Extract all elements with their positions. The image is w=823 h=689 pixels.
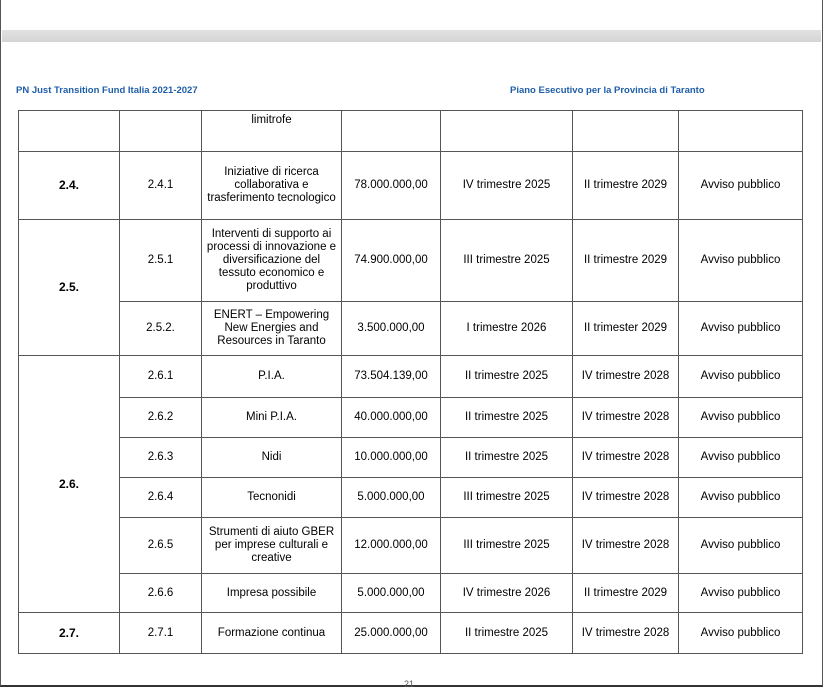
- importo-cell: 78.000.000,00: [342, 152, 441, 220]
- codice-cell: 2.6.1: [120, 356, 202, 398]
- codice-cell: 2.5.1: [120, 220, 202, 302]
- codice-cell: 2.6.3: [120, 438, 202, 478]
- conclusione-cell: IV trimestre 2028: [573, 398, 679, 438]
- intervento-cell: Mini P.I.A.: [202, 398, 342, 438]
- intervento-cell: Impresa possibile: [202, 574, 342, 613]
- codice-cell: 2.7.1: [120, 613, 202, 654]
- procedura-cell: Avviso pubblico: [679, 518, 803, 574]
- importo-cell: 12.000.000,00: [342, 518, 441, 574]
- misura-cell: 2.6.: [19, 356, 120, 613]
- avvio-cell: II trimestre 2025: [441, 613, 573, 654]
- table-cell: [573, 111, 679, 152]
- table-row: [19, 398, 803, 438]
- procedura-cell: Avviso pubblico: [679, 398, 803, 438]
- avvio-cell: II trimestre 2025: [441, 438, 573, 478]
- procedura-cell: Avviso pubblico: [679, 356, 803, 398]
- table-row: [19, 613, 803, 654]
- intervento-cell: Formazione continua: [202, 613, 342, 654]
- intervento-cell: Interventi di supporto ai processi di innovazione e diversificazione del tessuto economico e produttivo: [202, 220, 342, 302]
- avvio-cell: II trimestre 2025: [441, 356, 573, 398]
- conclusione-cell: II trimestre 2029: [573, 152, 679, 220]
- table-cell: [342, 111, 441, 152]
- procedura-cell: Avviso pubblico: [679, 574, 803, 613]
- intervento-cell: Nidi: [202, 438, 342, 478]
- avvio-cell: III trimestre 2025: [441, 478, 573, 518]
- avvio-cell: III trimestre 2025: [441, 220, 573, 302]
- table-row: [19, 220, 803, 302]
- conclusione-cell: IV trimestre 2028: [573, 438, 679, 478]
- procedura-cell: Avviso pubblico: [679, 438, 803, 478]
- codice-cell: 2.6.6: [120, 574, 202, 613]
- importo-cell: 25.000.000,00: [342, 613, 441, 654]
- misura-cell: 2.5.: [19, 220, 120, 356]
- conclusione-cell: IV trimestre 2028: [573, 518, 679, 574]
- intervento-cell: Strumenti di aiuto GBER per imprese culturali e creative: [202, 518, 342, 574]
- conclusione-cell: II trimestre 2029: [573, 220, 679, 302]
- header-program-title: PN Just Transition Fund Italia 2021-2027: [16, 85, 198, 96]
- conclusione-cell: IV trimestre 2028: [573, 356, 679, 398]
- intervento-cell: ENERT – Empowering New Energies and Resources in Taranto: [202, 302, 342, 356]
- conclusione-cell: II trimester 2029: [573, 302, 679, 356]
- table-cell: [120, 111, 202, 152]
- avvio-cell: IV trimestre 2026: [441, 574, 573, 613]
- misura-cell: 2.7.: [19, 613, 120, 654]
- importo-cell: 74.900.000,00: [342, 220, 441, 302]
- procedura-cell: Avviso pubblico: [679, 152, 803, 220]
- importo-cell: 73.504.139,00: [342, 356, 441, 398]
- importo-cell: 10.000.000,00: [342, 438, 441, 478]
- codice-cell: 2.5.2.: [120, 302, 202, 356]
- importo-cell: 5.000.000,00: [342, 478, 441, 518]
- importo-cell: 5.000.000,00: [342, 574, 441, 613]
- table-row: [19, 302, 803, 356]
- conclusione-cell: IV trimestre 2028: [573, 613, 679, 654]
- table-cell: [679, 111, 803, 152]
- importo-cell: 3.500.000,00: [342, 302, 441, 356]
- codice-cell: 2.6.2: [120, 398, 202, 438]
- avvio-cell: IV trimestre 2025: [441, 152, 573, 220]
- misura-cell: 2.4.: [19, 152, 120, 220]
- interventions-table: [18, 110, 803, 654]
- intervento-cell: P.I.A.: [202, 356, 342, 398]
- codice-cell: 2.6.4: [120, 478, 202, 518]
- intervento-cell: Iniziative di ricerca collaborativa e trasferimento tecnologico: [202, 152, 342, 220]
- importo-cell: 40.000.000,00: [342, 398, 441, 438]
- codice-cell: 2.6.5: [120, 518, 202, 574]
- table-row: [19, 574, 803, 613]
- codice-cell: 2.4.1: [120, 152, 202, 220]
- table-cell: [441, 111, 573, 152]
- table-row: [19, 438, 803, 478]
- page-separator: [2, 30, 821, 42]
- conclusione-cell: II trimestre 2029: [573, 574, 679, 613]
- table-row: [19, 356, 803, 398]
- table-row: [19, 111, 803, 152]
- avvio-cell: II trimestre 2025: [441, 398, 573, 438]
- table-row: [19, 478, 803, 518]
- conclusione-cell: IV trimestre 2028: [573, 478, 679, 518]
- table-row: [19, 152, 803, 220]
- table-cell: limitrofe: [202, 111, 342, 152]
- header-plan-title: Piano Esecutivo per la Provincia di Taranto: [510, 85, 705, 96]
- procedura-cell: Avviso pubblico: [679, 302, 803, 356]
- procedura-cell: Avviso pubblico: [679, 478, 803, 518]
- procedura-cell: Avviso pubblico: [679, 613, 803, 654]
- table-cell: [19, 111, 120, 152]
- page-number: 21: [404, 679, 415, 689]
- table-row: [19, 518, 803, 574]
- procedura-cell: Avviso pubblico: [679, 220, 803, 302]
- intervento-cell: Tecnonidi: [202, 478, 342, 518]
- avvio-cell: III trimestre 2025: [441, 518, 573, 574]
- avvio-cell: I trimestre 2026: [441, 302, 573, 356]
